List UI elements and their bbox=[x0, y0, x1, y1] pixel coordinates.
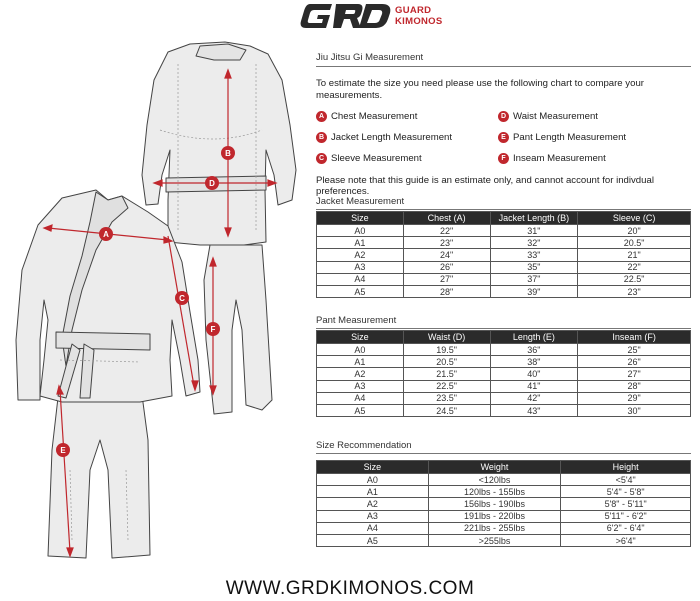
legend-label-jacket-length: Jacket Length Measurement bbox=[331, 132, 453, 143]
table-cell: >6'4" bbox=[561, 534, 691, 546]
table-cell: 42" bbox=[490, 392, 578, 404]
legend-item-sleeve bbox=[316, 153, 422, 164]
legend-item-inseam bbox=[498, 153, 606, 164]
table-row bbox=[317, 285, 691, 297]
table-cell: <120lbs bbox=[428, 474, 561, 486]
measurement-info bbox=[316, 52, 691, 197]
table-row bbox=[317, 486, 691, 498]
table-cell: 20.5" bbox=[403, 356, 490, 368]
table-cell: 191lbs - 220lbs bbox=[428, 510, 561, 522]
table-cell: 156lbs - 190lbs bbox=[428, 498, 561, 510]
table-row bbox=[317, 225, 691, 237]
table-cell: 30" bbox=[578, 404, 691, 416]
table-cell: A1 bbox=[317, 486, 429, 498]
intro-text: To estimate the size you need please use the following chart to compare your measurements. bbox=[316, 78, 644, 101]
table-row bbox=[317, 237, 691, 249]
table-header-cell: Length (E) bbox=[490, 331, 578, 344]
table-header-cell: Sleeve (C) bbox=[578, 212, 691, 225]
legend-label-waist: Waist Measurement bbox=[513, 111, 598, 122]
legend-label-pant-length: Pant Length Measurement bbox=[513, 132, 627, 143]
legend-label-chest: Chest Measurement bbox=[331, 111, 418, 122]
table-cell: 120lbs - 155lbs bbox=[428, 486, 561, 498]
table-row bbox=[317, 522, 691, 534]
table-cell: 22.5" bbox=[578, 273, 691, 285]
table-cell: 29" bbox=[578, 392, 691, 404]
table-cell: 35" bbox=[490, 261, 578, 273]
table-header-cell: Height bbox=[561, 461, 691, 474]
table-cell: A5 bbox=[317, 285, 404, 297]
table-cell: 23" bbox=[403, 237, 490, 249]
legend-badge-c: C bbox=[316, 153, 327, 164]
table-header-row bbox=[317, 331, 691, 344]
table-cell: <5'4" bbox=[561, 474, 691, 486]
table-header-cell: Size bbox=[317, 331, 404, 344]
legend-item-waist bbox=[498, 111, 598, 122]
legend-label-sleeve: Sleeve Measurement bbox=[331, 153, 422, 164]
estimate-note: Please note that this guide is an estimate only, and cannot account for indivdual preferences. bbox=[316, 175, 654, 197]
table-cell: 22" bbox=[403, 225, 490, 237]
table-cell: 26" bbox=[578, 356, 691, 368]
legend-badge-d: D bbox=[498, 111, 509, 122]
table-cell: 21.5" bbox=[403, 368, 490, 380]
table-cell: A3 bbox=[317, 261, 404, 273]
table-cell: A3 bbox=[317, 380, 404, 392]
table-row bbox=[317, 380, 691, 392]
table-cell: A2 bbox=[317, 498, 429, 510]
table-cell: 28" bbox=[403, 285, 490, 297]
legend-badge-f: F bbox=[498, 153, 509, 164]
marker-a: A bbox=[103, 230, 109, 239]
table-cell: 41" bbox=[490, 380, 578, 392]
table-cell: 221lbs - 255lbs bbox=[428, 522, 561, 534]
table-header-cell: Inseam (F) bbox=[578, 331, 691, 344]
table-cell: A0 bbox=[317, 474, 429, 486]
table-cell: 23" bbox=[578, 285, 691, 297]
table-row bbox=[317, 498, 691, 510]
table-row bbox=[317, 474, 691, 486]
back-jacket bbox=[142, 42, 296, 245]
table-cell: 38" bbox=[490, 356, 578, 368]
table-cell: 26" bbox=[403, 261, 490, 273]
table-cell: 19.5" bbox=[403, 344, 490, 356]
table-cell: A5 bbox=[317, 534, 429, 546]
marker-b: B bbox=[225, 149, 231, 158]
table-header-cell: Chest (A) bbox=[403, 212, 490, 225]
table-cell: A1 bbox=[317, 237, 404, 249]
gi-illustration bbox=[0, 30, 305, 570]
table-row bbox=[317, 404, 691, 416]
marker-c: C bbox=[179, 294, 185, 303]
table-cell: A1 bbox=[317, 356, 404, 368]
pant-table bbox=[316, 330, 691, 417]
table-cell: 31" bbox=[490, 225, 578, 237]
table-cell: A4 bbox=[317, 522, 429, 534]
table-cell: 27" bbox=[578, 368, 691, 380]
table-cell: A0 bbox=[317, 225, 404, 237]
table-cell: 36" bbox=[490, 344, 578, 356]
legend-item-pant-length bbox=[498, 132, 626, 143]
legend-item-chest bbox=[316, 111, 417, 122]
table-cell: 33" bbox=[490, 249, 578, 261]
table-row bbox=[317, 510, 691, 522]
table-cell: A4 bbox=[317, 273, 404, 285]
table-header-cell: Waist (D) bbox=[403, 331, 490, 344]
table-row bbox=[317, 392, 691, 404]
website-url: WWW.GRDKIMONOS.COM bbox=[225, 578, 475, 599]
logo-kimonos-text: KIMONOS bbox=[395, 16, 443, 27]
table-cell: 37" bbox=[490, 273, 578, 285]
table-cell: A4 bbox=[317, 392, 404, 404]
table-cell: 39" bbox=[490, 285, 578, 297]
table-header-cell: Size bbox=[317, 212, 404, 225]
table-cell: 20.5" bbox=[578, 237, 691, 249]
legend-badge-b: B bbox=[316, 132, 327, 143]
table-cell: 6'2" - 6'4" bbox=[561, 522, 691, 534]
table-cell: A2 bbox=[317, 249, 404, 261]
size-recommendation-title: Size Recommendation bbox=[316, 440, 691, 454]
grd-logo-mark bbox=[300, 2, 392, 30]
page-title: Jiu Jitsu Gi Measurement bbox=[316, 52, 691, 67]
table-row bbox=[317, 356, 691, 368]
measurement-legend bbox=[316, 111, 691, 175]
table-cell: 22.5" bbox=[403, 380, 490, 392]
table-row bbox=[317, 273, 691, 285]
legend-item-jacket-length bbox=[316, 132, 452, 143]
table-cell: 25" bbox=[578, 344, 691, 356]
jacket-table bbox=[316, 211, 691, 298]
table-cell: 5'4" - 5'8" bbox=[561, 486, 691, 498]
table-cell: 27" bbox=[403, 273, 490, 285]
table-cell: A5 bbox=[317, 404, 404, 416]
legend-badge-e: E bbox=[498, 132, 509, 143]
table-row bbox=[317, 368, 691, 380]
table-cell: 43" bbox=[490, 404, 578, 416]
grd-logo bbox=[300, 2, 443, 32]
table-row bbox=[317, 249, 691, 261]
table-cell: 20" bbox=[578, 225, 691, 237]
table-cell: A0 bbox=[317, 344, 404, 356]
logo-guard-text: GUARD bbox=[395, 5, 432, 16]
table-cell: 23.5" bbox=[403, 392, 490, 404]
table-cell: 5'11" - 6'2" bbox=[561, 510, 691, 522]
table-cell: >255lbs bbox=[428, 534, 561, 546]
pant-table-title: Pant Measurement bbox=[316, 315, 691, 329]
marker-e: E bbox=[60, 446, 66, 455]
table-cell: 24.5" bbox=[403, 404, 490, 416]
table-cell: 21" bbox=[578, 249, 691, 261]
marker-f: F bbox=[210, 325, 216, 334]
table-cell: 40" bbox=[490, 368, 578, 380]
table-header-cell: Weight bbox=[428, 461, 561, 474]
table-cell: 24" bbox=[403, 249, 490, 261]
jacket-table-title: Jacket Measurement bbox=[316, 196, 691, 210]
table-cell: 28" bbox=[578, 380, 691, 392]
marker-d: D bbox=[209, 179, 215, 188]
table-cell: A2 bbox=[317, 368, 404, 380]
table-cell: 5'8" - 5'11" bbox=[561, 498, 691, 510]
legend-label-inseam: Inseam Measurement bbox=[513, 153, 606, 164]
table-cell: 22" bbox=[578, 261, 691, 273]
legend-badge-a: A bbox=[316, 111, 327, 122]
table-header-cell: Size bbox=[317, 461, 429, 474]
table-header-cell: Jacket Length (B) bbox=[490, 212, 578, 225]
table-header-row bbox=[317, 212, 691, 225]
front-pants bbox=[48, 380, 150, 558]
table-cell: 32" bbox=[490, 237, 578, 249]
table-row bbox=[317, 261, 691, 273]
table-row bbox=[317, 534, 691, 546]
table-header-row bbox=[317, 461, 691, 474]
table-row bbox=[317, 344, 691, 356]
size-recommendation-table bbox=[316, 460, 691, 547]
table-cell: A3 bbox=[317, 510, 429, 522]
